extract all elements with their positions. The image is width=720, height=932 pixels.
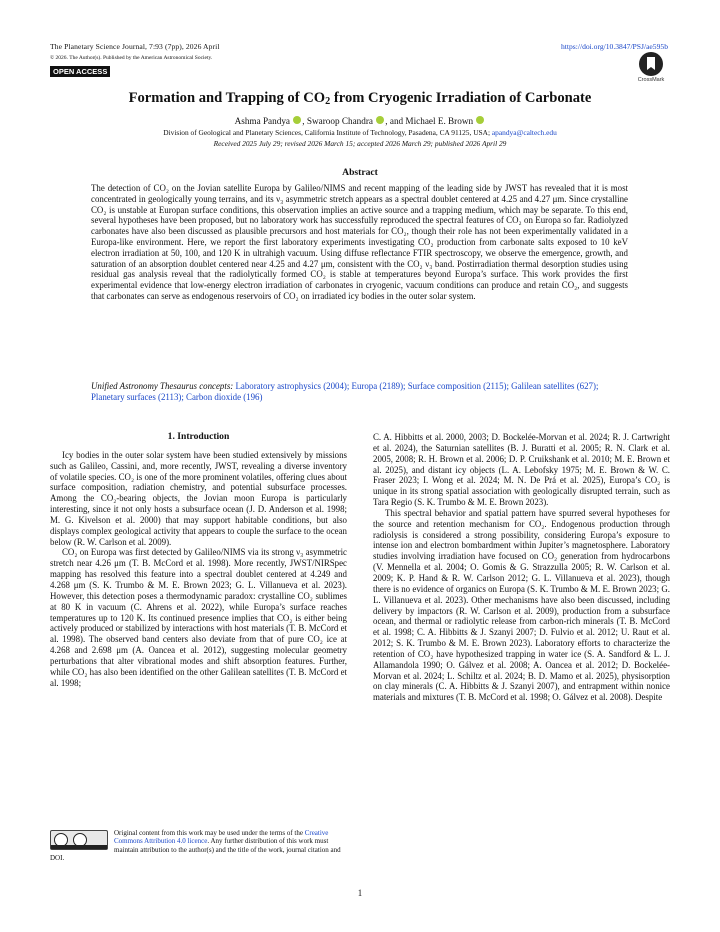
copyright-notice: © 2026. The Author(s). Published by the American Astronomical Society. — [50, 55, 213, 61]
affiliation: Division of Geological and Planetary Sciences, California Institute of Technology, Pasadena, CA 91125, USA; apandya@caltech.edu — [163, 128, 557, 137]
publication-dates: Received 2025 July 29; revised 2026 March 15; accepted 2026 March 29; published 2026 April 29 — [213, 139, 507, 148]
paragraph: C. A. Hibbitts et al. 2000, 2003; D. Bockelée-Morvan et al. 2024; R. J. Cartwright et al. 2024), the Saturnian satellites (B. J. Buratti et al. 2005; R. N. Clark et al. 2005, 2008; R. H. Brown et al. 2006; D. P. Cruikshank et al. 2010; M. E. Brown et al. 2025), and distant icy objects (L. A. Lebofsky 1975; M. E. Brown & W. C. Fraser 2023; I. Wong et al. 2024; M. N. De Prá et al. 2025), Europa’s CO₂ is unique in its strong spatial association with geologically disrupted terrain, such as Tara Regio (S. K. Trumbo & M. E. Brown 2023). — [373, 432, 670, 508]
left-column — [50, 432, 347, 688]
crossmark-icon — [639, 52, 663, 76]
author-name: , Swaroop Chandra — [302, 116, 373, 126]
license-notice: Original content from this work may be used under the terms of the Creative Commons Attribution 4.0 licence. Any further distribution of this work must maintain attribution to the author(s) and the title of the work, journal citation and DOI. — [50, 829, 341, 863]
cc-by-icon[interactable] — [50, 830, 108, 850]
abstract-heading: Abstract — [342, 167, 378, 178]
author-name: Ashma Pandya — [234, 116, 290, 126]
paragraph: This spectral behavior and spatial pattern have spurred several hypotheses for the source and retention mechanism for CO₂. Endogenous production through radiolysis is considered a strong possibility, considering Europa’s exposure to intense ion and electron bombardment within Jupiter’s magnetosphere. Laboratory studies involving irradiation have focused on CO₂ generation from hydrocarbons (V. Mennella et al. 2004; O. Gomis & G. Strazzulla 2005; R. W. Carlson et al. 2009; K. P. Hand & R. W. Carlson 2012; G. L. Villanueva et al. 2023), though there is no evidence of organics on Europa (S. K. Trumbo & M. E. Brown 2023; G. L. Villanueva et al. 2023). Other mechanisms have also been discussed, including delivery by impactors (R. W. Carlson et al. 2009), production from a subsurface ocean, and thermal or radiolytic release from carbon-rich minerals (T. B. McCord et al. 1998; C. A. Hibbitts & J. Szanyi 2007; D. Fulvio et al. 2012; U. Raut et al. 2012; S. K. Trumbo & M. E. Brown 2023). Laboratory efforts to characterize the retention of CO₂ have hypothesized trapping in water ice (S. A. Sandford & L. J. Allamandola 1990; O. Gálvez et al. 2008; A. Oancea et al. 2012; D. Bockelée-Morvan et al. 2024; L. Schiltz et al. 2024; B. D. Mamo et al. 2025), physisorption on clay minerals (C. A. Hibbitts & J. Szanyi 2007), and entrapment within nonice materials and mixtures (T. B. McCord et al. 1998; O. Gálvez et al. 2008). Despite — [373, 507, 670, 703]
crossmark-logo[interactable] — [636, 52, 666, 83]
author-name: , and Michael E. Brown — [385, 116, 474, 126]
section-heading: 1. Introduction — [167, 431, 230, 442]
crossmark-label: CrossMark — [637, 77, 665, 83]
journal-citation: The Planetary Science Journal, 7:93 (7pp), 2026 April — [50, 42, 220, 51]
open-access-badge: OPEN ACCESS — [50, 66, 110, 77]
uat-keywords: Unified Astronomy Thesaurus concepts: Laboratory astrophysics (2004); Europa (2189); Surface composition (2115); Galilean satellites (627); Planetary surfaces (2113); Carbon dioxide (196) — [91, 381, 599, 402]
abstract-text: The detection of CO₂ on the Jovian satellite Europa by Galileo/NIMS and recent mapping of the leading side by JWST has revealed that it is most concentrated in geologically young terrains, and its ν₃ asymmetric stretch appears as a spectral doublet centered at 4.25 and 4.27 μm. Since crystalline CO₂ is unstable at Europan surface conditions, this observation implies an active source and a trapping medium, which may be separate. To this end, several hypotheses have been proposed, but no laboratory work has successfully reproduced the spectral features of CO₂ on Europa so far. Radiolyzed carbonates have also been discussed as plausible precursors and host materials for CO₂, though their role has not been experimentally validated in a Europa-like environment. Here, we report the first laboratory experiments investigating CO₂ production from carbonate salts exposed to 10 keV electron irradiation at 50, 100, and 120 K in ultrahigh vacuum. Using diffuse reflectance FTIR spectroscopy, we observe the emergence, growth, and saturation of an absorption doublet centered near 4.25 and 4.27 μm, consistent with the CO₂ ν₃ band. Postirradiation thermal desorption studies using residual gas analysis reveal that the radiolytically formed CO₂ is stable at temperatures beyond Europa’s surface. This work provides the first experimental evidence that low-energy electron irradiation of carbonates in cryogenic, vacuum conditions can produce and retain CO₂, and suggests that carbonates can serve as endogenous reservoirs of CO₂ on irradiated icy bodies in the outer solar system. — [91, 183, 628, 301]
orcid-icon[interactable] — [476, 116, 484, 124]
keyword-links[interactable]: Laboratory astrophysics (2004); Europa (2189); Surface composition (2115); Galilean satellites (627); Planetary surfaces (2113); Carbon dioxide (196) — [91, 381, 599, 402]
right-column — [373, 432, 670, 703]
doi-link[interactable]: https://doi.org/10.3847/PSJ/ae595b — [560, 42, 668, 51]
license-link[interactable]: Creative Commons Attribution 4.0 licence — [114, 829, 329, 846]
orcid-icon[interactable] — [293, 116, 301, 124]
author-list — [40, 116, 680, 126]
paragraph: Icy bodies in the outer solar system have been studied extensively by missions such as Galileo, Cassini, and, more recently, JWST, revealing a diverse inventory of volatile species. CO₂ is one of the more prominent volatiles, offering clues about surface composition, radiation chemistry, and potential subsurface processes. Among the CO₂-bearing objects, the Jovian moon Europa is particularly interesting, since it not only hosts a subsurface ocean (J. D. Anderson et al. 1998; M. G. Kivelson et al. 2000) that may support habitable conditions, but also displays complex geological activity that appears to couple the surface to the ocean below (R. W. Carlson et al. 2009). — [50, 449, 347, 547]
paper-title: Formation and Trapping of $CO_2$ from Cryogenic Irradiation of Carbonate — [128, 90, 592, 107]
email-link[interactable]: apandya@caltech.edu — [491, 128, 557, 137]
page-number: 1 — [357, 888, 363, 898]
paragraph: CO₂ on Europa was first detected by Galileo/NIMS via its strong ν₃ asymmetric stretch near 4.26 μm (T. B. McCord et al. 1998). More recently, JWST/NIRSpec mapping has resolved this feature into a spectral doublet centered at 4.249 and 4.268 μm (S. K. Trumbo & M. E. Brown 2023; G. L. Villanueva et al. 2023). However, this detection poses a thermodynamic paradox: crystalline CO₂ sublimes at 80 K in vacuum (C. Ahrens et al. 2022), while Europa’s surface reaches temperatures up to 120 K. Its continued presence implies that CO₂ is either being actively produced or stabilized by interactions with host materials (T. B. McCord et al. 1998). The observed band centers also deviate from that of pure CO₂ ice at 4.268 and 2.698 μm (A. Oancea et al. 2012), suggesting molecular geometry perturbations that alter vibrational modes and shift absorption features. Further, while CO₂ has also been identified on the other Galilean satellites (T. B. McCord et al. 1998; — [50, 547, 347, 688]
orcid-icon[interactable] — [376, 116, 384, 124]
